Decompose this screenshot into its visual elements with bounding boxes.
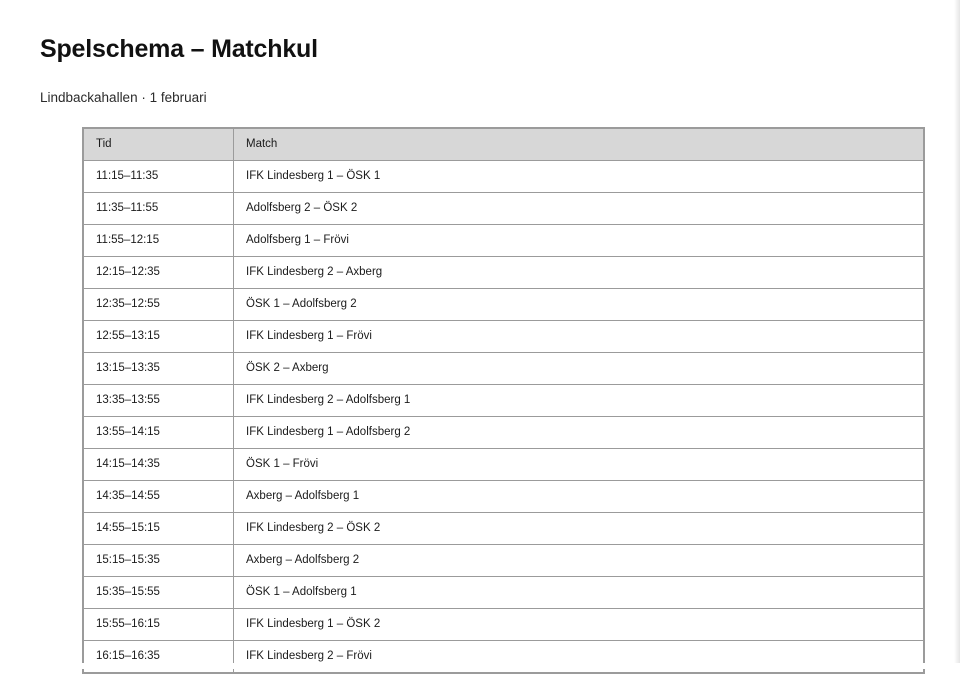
table-row xyxy=(84,225,924,257)
cell-time: 14:55–15:15 xyxy=(84,513,234,545)
cell-match: ÖSK 2 – Axberg xyxy=(234,353,924,385)
venue-date-subtitle: Lindbackahallen · 1 februari xyxy=(40,90,207,105)
table-row xyxy=(84,321,924,353)
page-right-edge xyxy=(954,0,960,669)
cell-time: 12:15–12:35 xyxy=(84,257,234,289)
cell-match: ÖSK 1 – Adolfsberg 2 xyxy=(234,289,924,321)
table-row xyxy=(84,385,924,417)
table-row xyxy=(84,609,924,641)
cell-time: 11:35–11:55 xyxy=(84,193,234,225)
table-row xyxy=(84,257,924,289)
cell-match: IFK Lindesberg 2 – Frövi xyxy=(234,641,924,673)
cell-match: Axberg – Adolfsberg 1 xyxy=(234,481,924,513)
cell-time: 15:55–16:15 xyxy=(84,609,234,641)
cell-time: 15:35–15:55 xyxy=(84,577,234,609)
cell-time: 11:55–12:15 xyxy=(84,225,234,257)
cell-match: IFK Lindesberg 1 – ÖSK 1 xyxy=(234,161,924,193)
table-header-row xyxy=(84,129,924,161)
cell-time: 14:15–14:35 xyxy=(84,449,234,481)
table-row xyxy=(84,449,924,481)
cell-time: 12:55–13:15 xyxy=(84,321,234,353)
page-title: Spelschema – Matchkul xyxy=(40,35,318,63)
schedule-table-container xyxy=(82,127,925,674)
cell-time: 16:15–16:35 xyxy=(84,641,234,673)
cell-time: 13:55–14:15 xyxy=(84,417,234,449)
cell-match: IFK Lindesberg 2 – ÖSK 2 xyxy=(234,513,924,545)
cell-match: IFK Lindesberg 1 – Adolfsberg 2 xyxy=(234,417,924,449)
cell-time: 15:15–15:35 xyxy=(84,545,234,577)
cell-match: IFK Lindesberg 1 – ÖSK 2 xyxy=(234,609,924,641)
table-header xyxy=(84,129,924,161)
cell-time: 14:35–14:55 xyxy=(84,481,234,513)
table-row xyxy=(84,481,924,513)
table-row xyxy=(84,161,924,193)
cell-match: Adolfsberg 2 – ÖSK 2 xyxy=(234,193,924,225)
cell-time: 11:15–11:35 xyxy=(84,161,234,193)
table-body xyxy=(84,161,924,673)
cell-match: Adolfsberg 1 – Frövi xyxy=(234,225,924,257)
table-row xyxy=(84,353,924,385)
table-row xyxy=(84,545,924,577)
cell-match: IFK Lindesberg 2 – Axberg xyxy=(234,257,924,289)
table-row xyxy=(84,289,924,321)
table-row xyxy=(84,577,924,609)
cell-match: ÖSK 1 – Frövi xyxy=(234,449,924,481)
table-row xyxy=(84,513,924,545)
schedule-table xyxy=(83,128,924,673)
column-header-time: Tid xyxy=(84,129,234,161)
cell-match: IFK Lindesberg 1 – Frövi xyxy=(234,321,924,353)
cell-match: ÖSK 1 – Adolfsberg 1 xyxy=(234,577,924,609)
page-bottom-edge xyxy=(0,663,960,669)
cell-time: 12:35–12:55 xyxy=(84,289,234,321)
table-row xyxy=(84,417,924,449)
cell-match: IFK Lindesberg 2 – Adolfsberg 1 xyxy=(234,385,924,417)
table-row xyxy=(84,193,924,225)
cell-time: 13:35–13:55 xyxy=(84,385,234,417)
cell-match: Axberg – Adolfsberg 2 xyxy=(234,545,924,577)
cell-time: 13:15–13:35 xyxy=(84,353,234,385)
column-header-match: Match xyxy=(234,129,924,161)
